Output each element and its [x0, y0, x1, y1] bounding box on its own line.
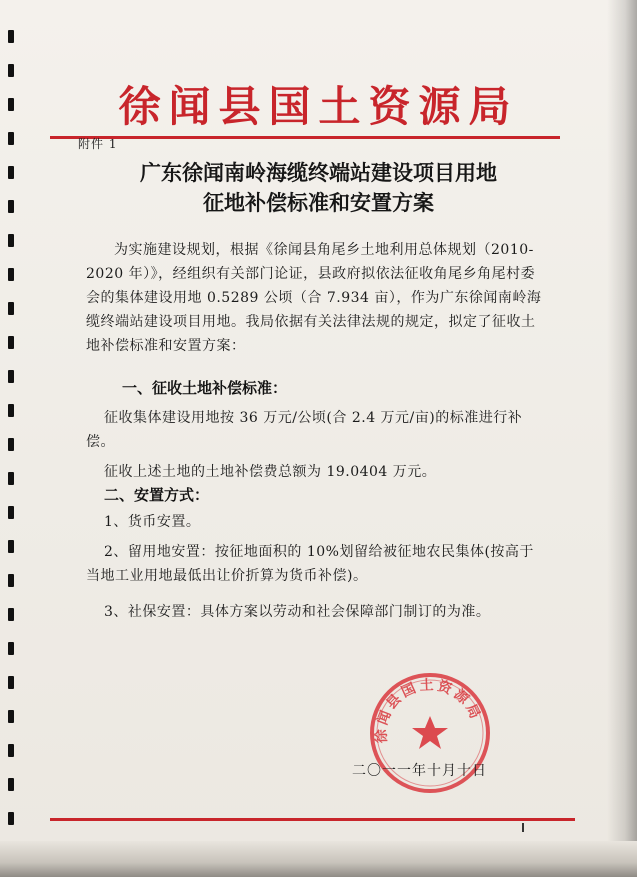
compensation-standard-paragraph: 征收集体建设用地按 36 万元/公顷(合 2.4 万元/亩)的标准进行补偿。: [86, 410, 523, 450]
binding-hole: [8, 744, 14, 757]
page-edge-shadow: [607, 0, 637, 877]
binding-hole: [8, 608, 14, 621]
binding-hole: [8, 506, 14, 519]
bureau-letterhead: 徐闻县国土资源局: [118, 82, 519, 131]
document-date: 二〇一一年十月十日: [352, 763, 487, 779]
intro-paragraph: 为实施建设规划，根据《徐闻县角尾乡土地利用总体规划（2010-2020 年）》，经组织有关部门论证，县政府拟依法征收角尾乡角尾村委会的集体建设用地 0.5289 公顷（合 7.934 亩），作为广东徐闻南岭海缆终端站建设项目用地。我局依据有关法律法规的规定，拟定了征收土地补偿标准和安置方案：: [86, 242, 542, 354]
binding-hole: [8, 642, 14, 655]
letterhead-rule: [50, 136, 560, 139]
attachment-label: 附件 1: [78, 137, 118, 151]
seal-text: 徐闻县国土资源局: [373, 677, 485, 744]
binding-hole: [8, 676, 14, 689]
footer-rule: [50, 818, 575, 821]
binding-hole: [8, 64, 14, 77]
binding-hole: [8, 812, 14, 825]
page-bottom-edge: [0, 841, 637, 877]
binding-hole: [8, 370, 14, 383]
binding-hole: [8, 472, 14, 485]
binding-holes: [8, 30, 18, 870]
document-title-line2: 征地补偿标准和安置方案: [203, 190, 434, 215]
binding-hole: [8, 574, 14, 587]
resettlement-item: 3、社保安置：具体方案以劳动和社会保障部门制订的为准。: [104, 604, 491, 620]
binding-hole: [8, 710, 14, 723]
binding-hole: [8, 132, 14, 145]
section-heading-resettlement: 二、安置方式：: [104, 486, 210, 504]
compensation-total-paragraph: 征收上述土地的土地补偿费总额为 19.0404 万元。: [104, 464, 437, 480]
binding-hole: [8, 540, 14, 553]
document-title-line1: 广东徐闻南岭海缆终端站建设项目用地: [140, 160, 497, 185]
binding-hole: [8, 336, 14, 349]
binding-hole: [8, 438, 14, 451]
binding-hole: [8, 268, 14, 281]
binding-hole: [8, 778, 14, 791]
seal-star-icon: [412, 716, 448, 749]
resettlement-item: 1、货币安置。: [104, 514, 201, 530]
binding-hole: [8, 302, 14, 315]
binding-hole: [8, 30, 14, 43]
page-mark: [522, 823, 524, 832]
binding-hole: [8, 234, 14, 247]
binding-hole: [8, 404, 14, 417]
section-heading-compensation: 一、征收土地补偿标准：: [122, 379, 288, 397]
resettlement-item: 2、留用地安置：按征地面积的 10%划留给被征地农民集体(按高于当地工业用地最低出让价折算为货币补偿)。: [86, 544, 534, 584]
